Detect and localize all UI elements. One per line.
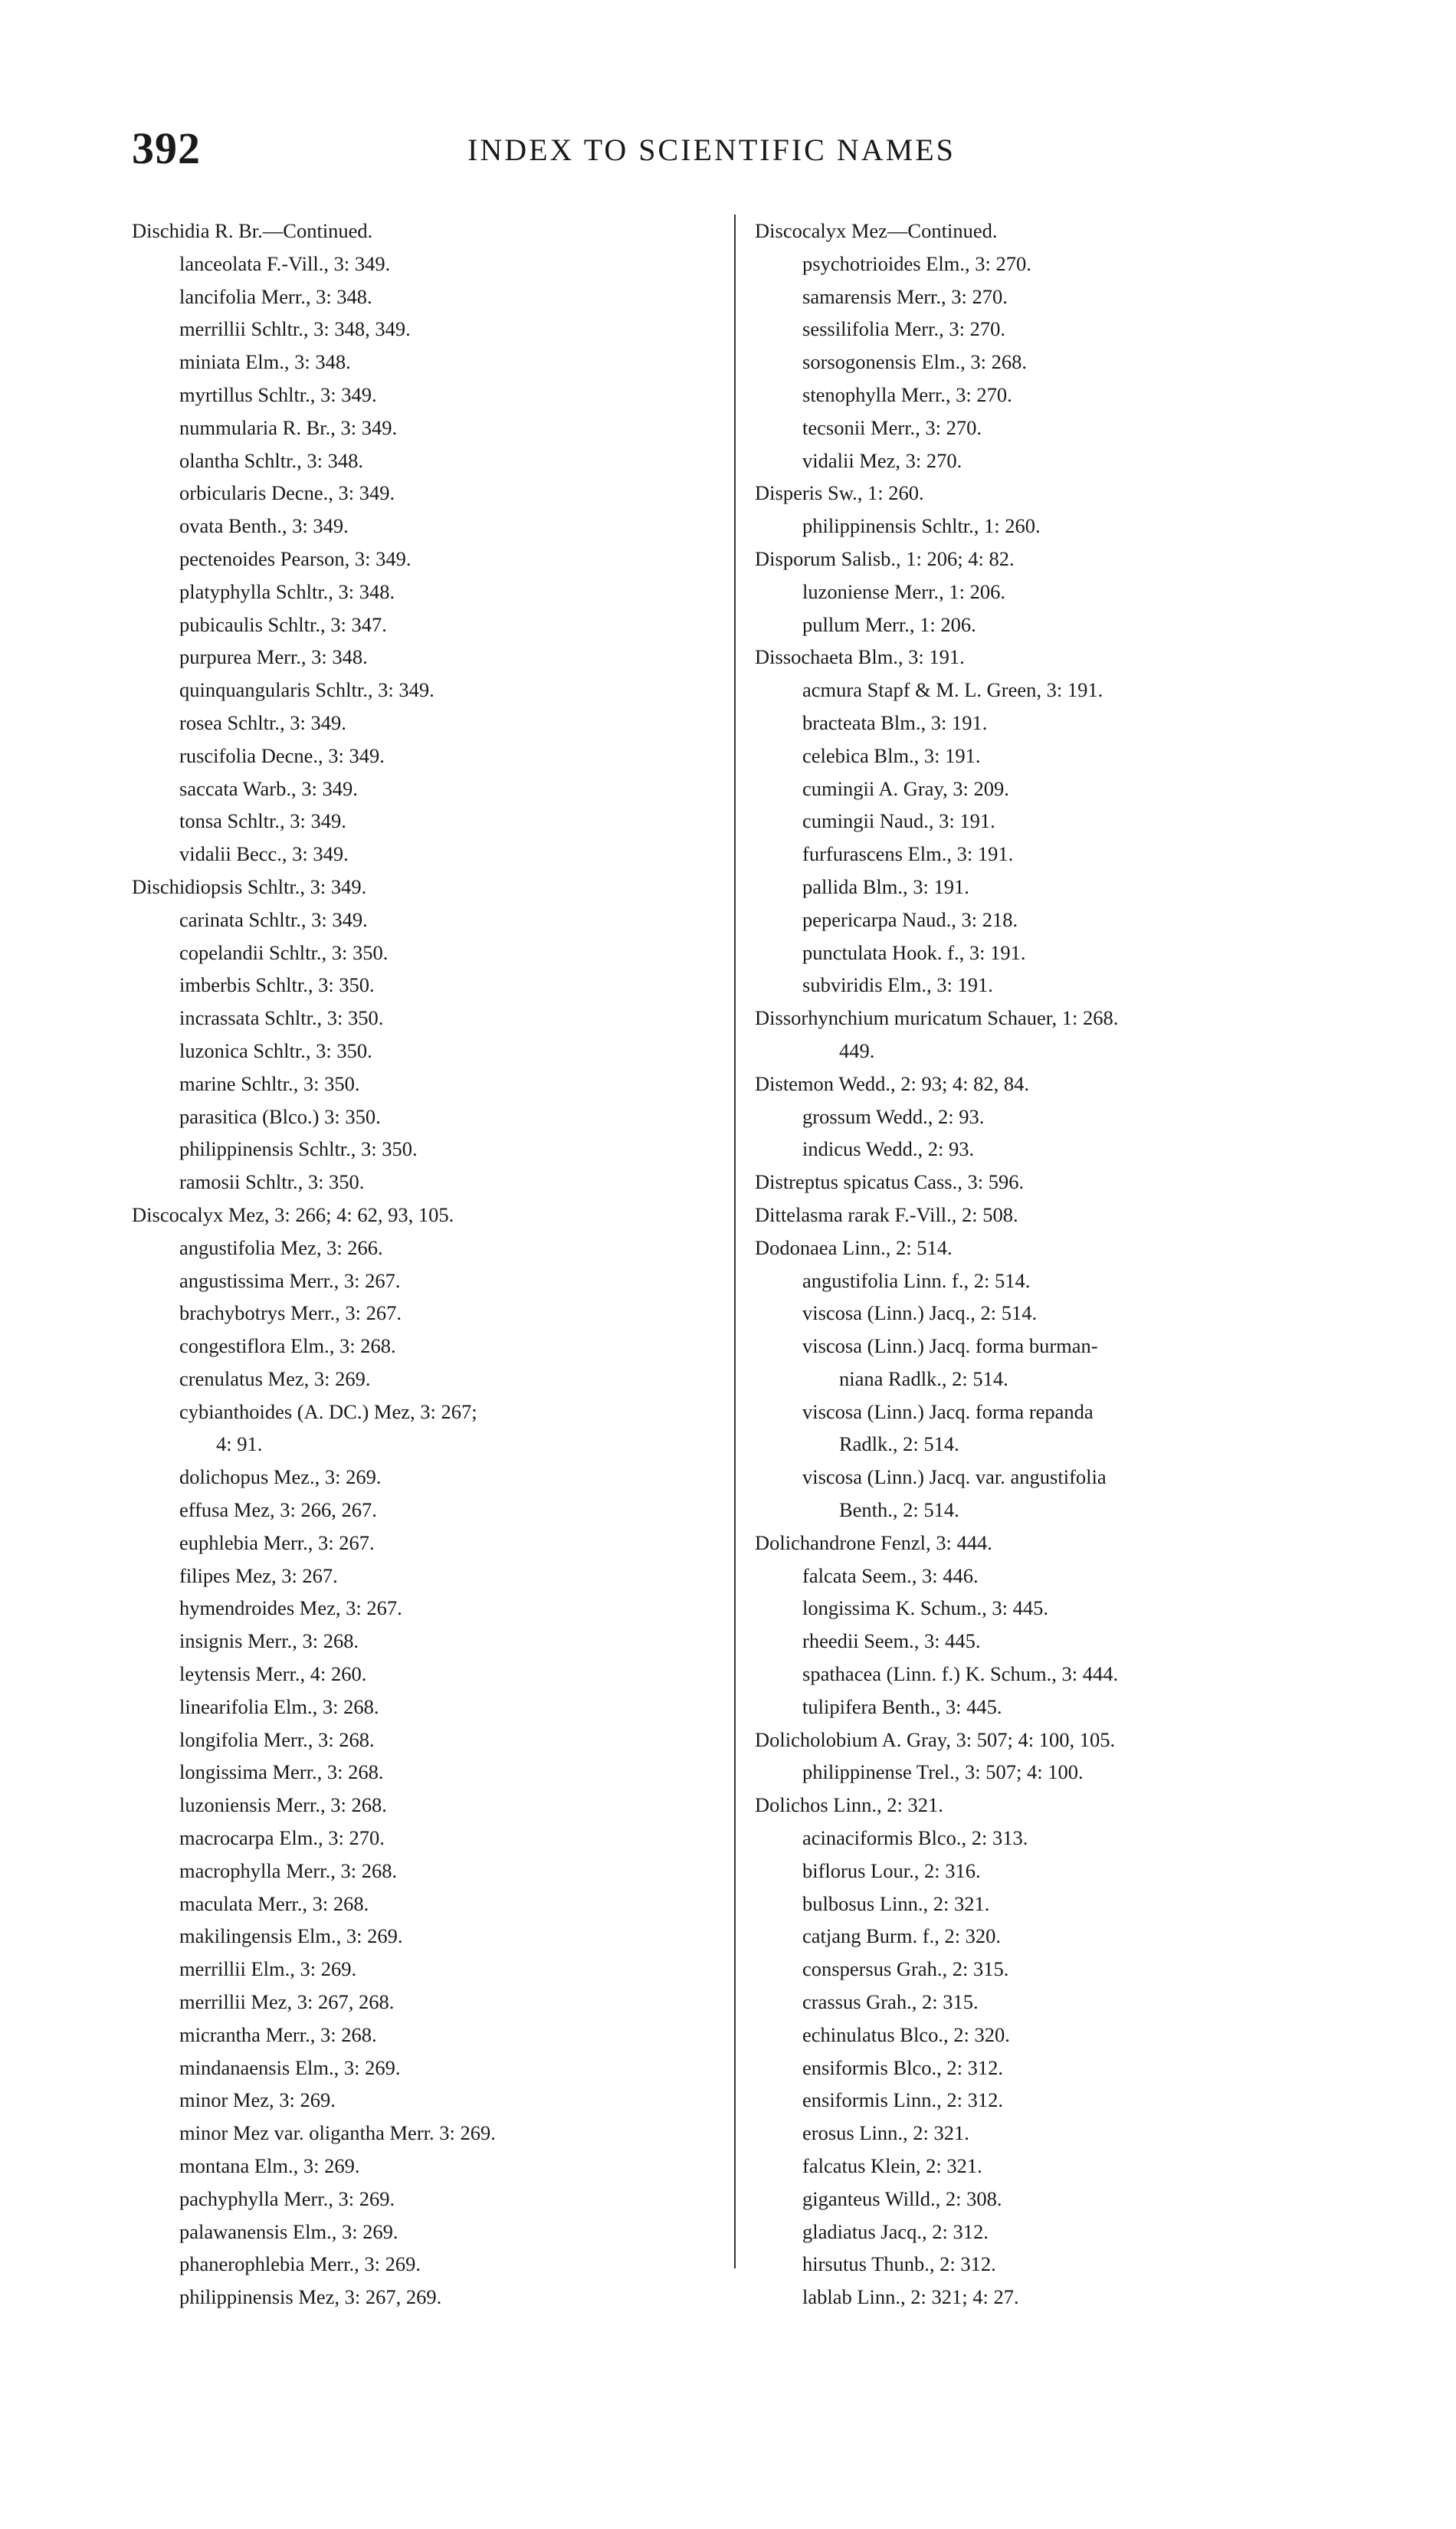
index-species-entry: saccata Warb., 3: 349.	[179, 776, 358, 800]
index-species-entry: Benth., 2: 514.	[839, 1498, 959, 1522]
index-species-entry: effusa Mez, 3: 266, 267.	[179, 1498, 377, 1522]
index-species-entry: longissima K. Schum., 3: 445.	[802, 1596, 1048, 1620]
index-species-entry: merrillii Mez, 3: 267, 268.	[179, 1990, 395, 2014]
index-species-entry: bracteata Blm., 3: 191.	[802, 710, 988, 734]
index-species-entry: nummularia R. Br., 3: 349.	[179, 415, 398, 439]
index-species-entry: viscosa (Linn.) Jacq. var. angustifolia	[802, 1465, 1107, 1489]
index-species-entry: miniata Elm., 3: 348.	[179, 350, 351, 374]
index-genus-entry: Dittelasma rarak F.-Vill., 2: 508.	[755, 1202, 1018, 1226]
index-species-entry: tonsa Schltr., 3: 349.	[179, 809, 346, 833]
index-species-entry: longissima Merr., 3: 268.	[179, 1760, 384, 1784]
index-species-entry: leytensis Merr., 4: 260.	[179, 1662, 367, 1686]
index-genus-entry: Disporum Salisb., 1: 206; 4: 82.	[755, 546, 1015, 570]
index-species-entry: lanceolata F.-Vill., 3: 349.	[179, 251, 391, 275]
index-species-entry: carinata Schltr., 3: 349.	[179, 907, 368, 931]
index-species-entry: conspersus Grah., 2: 315.	[802, 1957, 1009, 1981]
index-species-entry: congestiflora Elm., 3: 268.	[179, 1334, 396, 1358]
index-species-entry: philippinensis Schltr., 3: 350.	[179, 1137, 418, 1161]
index-species-entry: viscosa (Linn.) Jacq., 2: 514.	[802, 1301, 1038, 1325]
index-species-entry: acmura Stapf & M. L. Green, 3: 191.	[802, 678, 1103, 702]
index-species-entry: myrtillus Schltr., 3: 349.	[179, 382, 377, 406]
index-species-entry: indicus Wedd., 2: 93.	[802, 1137, 975, 1161]
column-divider	[734, 215, 736, 2268]
index-species-entry: stenophylla Merr., 3: 270.	[802, 382, 1012, 406]
index-species-entry: lancifolia Merr., 3: 348.	[179, 284, 372, 308]
index-species-entry: ramosii Schltr., 3: 350.	[179, 1170, 365, 1194]
index-species-entry: bulbosus Linn., 2: 321.	[802, 1891, 990, 1915]
index-species-entry: luzonica Schltr., 3: 350.	[179, 1038, 372, 1062]
index-species-entry: Radlk., 2: 514.	[839, 1432, 959, 1456]
index-species-entry: euphlebia Merr., 3: 267.	[179, 1530, 375, 1554]
index-species-entry: palawanensis Elm., 3: 269.	[179, 2219, 398, 2243]
index-species-entry: ensiformis Linn., 2: 312.	[802, 2088, 1004, 2112]
index-species-entry: makilingensis Elm., 3: 269.	[179, 1924, 403, 1948]
index-genus-entry: Dischidiopsis Schltr., 3: 349.	[132, 874, 367, 898]
index-species-entry: merrillii Elm., 3: 269.	[179, 1957, 357, 1981]
index-species-entry: cumingii Naud., 3: 191.	[802, 809, 995, 833]
index-species-entry: viscosa (Linn.) Jacq. forma burman-	[802, 1334, 1098, 1358]
index-species-entry: phanerophlebia Merr., 3: 269.	[179, 2252, 421, 2276]
index-species-entry: angustifolia Mez, 3: 266.	[179, 1235, 383, 1259]
index-species-entry: acinaciformis Blco., 2: 313.	[802, 1826, 1028, 1850]
index-species-entry: pepericarpa Naud., 3: 218.	[802, 907, 1018, 931]
index-species-entry: brachybotrys Merr., 3: 267.	[179, 1301, 402, 1325]
index-species-entry: 4: 91.	[216, 1432, 263, 1456]
index-species-entry: niana Radlk., 2: 514.	[839, 1366, 1008, 1390]
index-species-entry: samarensis Merr., 3: 270.	[802, 284, 1008, 308]
index-species-entry: dolichopus Mez., 3: 269.	[179, 1465, 382, 1489]
index-species-entry: gladiatus Jacq., 2: 312.	[802, 2219, 989, 2243]
index-species-entry: insignis Merr., 3: 268.	[179, 1629, 359, 1653]
index-species-entry: grossum Wedd., 2: 93.	[802, 1104, 985, 1128]
right-index-column	[755, 215, 1353, 2314]
index-species-entry: echinulatus Blco., 2: 320.	[802, 2022, 1010, 2046]
index-species-entry: copelandii Schltr., 3: 350.	[179, 940, 389, 964]
index-species-entry: 449.	[839, 1038, 875, 1062]
index-genus-entry: Discocalyx Mez, 3: 266; 4: 62, 93, 105.	[132, 1202, 454, 1226]
index-species-entry: tulipifera Benth., 3: 445.	[802, 1694, 1002, 1718]
index-species-entry: falcata Seem., 3: 446.	[802, 1563, 979, 1587]
index-species-entry: imberbis Schltr., 3: 350.	[179, 973, 375, 997]
index-species-entry: longifolia Merr., 3: 268.	[179, 1727, 375, 1751]
index-species-entry: platyphylla Schltr., 3: 348.	[179, 579, 395, 603]
index-species-entry: hymendroides Mez, 3: 267.	[179, 1596, 402, 1620]
index-species-entry: subviridis Elm., 3: 191.	[802, 973, 993, 997]
index-species-entry: sessilifolia Merr., 3: 270.	[802, 317, 1005, 341]
index-species-entry: pullum Merr., 1: 206.	[802, 612, 976, 636]
index-species-entry: catjang Burm. f., 2: 320.	[802, 1924, 1002, 1948]
index-species-entry: luzoniense Merr., 1: 206.	[802, 579, 1005, 603]
index-genus-entry: Dodonaea Linn., 2: 514.	[755, 1235, 953, 1259]
index-genus-entry: Dolichos Linn., 2: 321.	[755, 1793, 943, 1817]
index-genus-entry: Disperis Sw., 1: 260.	[755, 481, 924, 505]
page-number: 392	[132, 123, 201, 173]
index-species-entry: purpurea Merr., 3: 348.	[179, 645, 368, 669]
index-species-entry: ensiformis Blco., 2: 312.	[802, 2055, 1004, 2079]
index-genus-entry: Dischidia R. Br.—Continued.	[132, 219, 373, 242]
index-species-entry: lablab Linn., 2: 321; 4: 27.	[802, 2285, 1019, 2309]
index-species-entry: vidalii Mez, 3: 270.	[802, 448, 962, 472]
index-genus-entry: Dissorhynchium muricatum Schauer, 1: 268.	[755, 1006, 1119, 1030]
index-species-entry: sorsogonensis Elm., 3: 268.	[802, 350, 1027, 374]
index-species-entry: cybianthoides (A. DC.) Mez, 3: 267;	[179, 1399, 477, 1423]
index-species-entry: rheedii Seem., 3: 445.	[802, 1629, 981, 1653]
index-species-entry: pachyphylla Merr., 3: 269.	[179, 2186, 395, 2210]
index-genus-entry: Dolichandrone Fenzl, 3: 444.	[755, 1530, 992, 1554]
index-species-entry: minor Mez var. oligantha Merr. 3: 269.	[179, 2121, 496, 2145]
left-index-column	[132, 215, 730, 2314]
index-genus-entry: Distemon Wedd., 2: 93; 4: 82, 84.	[755, 1071, 1030, 1095]
index-species-entry: furfurascens Elm., 3: 191.	[802, 842, 1014, 866]
index-genus-entry: Dissochaeta Blm., 3: 191.	[755, 645, 965, 669]
index-species-entry: pubicaulis Schltr., 3: 347.	[179, 612, 387, 636]
index-species-entry: viscosa (Linn.) Jacq. forma repanda	[802, 1399, 1094, 1423]
index-species-entry: rosea Schltr., 3: 349.	[179, 710, 346, 734]
index-species-entry: pectenoides Pearson, 3: 349.	[179, 546, 412, 570]
index-species-entry: punctulata Hook. f., 3: 191.	[802, 940, 1026, 964]
index-species-entry: angustissima Merr., 3: 267.	[179, 1268, 401, 1292]
index-species-entry: philippinensis Mez, 3: 267, 269.	[179, 2285, 442, 2309]
index-species-entry: philippinense Trel., 3: 507; 4: 100.	[802, 1760, 1084, 1784]
index-species-entry: erosus Linn., 2: 321.	[802, 2121, 969, 2145]
index-species-entry: philippinensis Schltr., 1: 260.	[802, 514, 1041, 538]
index-species-entry: linearifolia Elm., 3: 268.	[179, 1694, 379, 1718]
index-species-entry: luzoniensis Merr., 3: 268.	[179, 1793, 387, 1817]
index-species-entry: spathacea (Linn. f.) K. Schum., 3: 444.	[802, 1662, 1119, 1686]
index-species-entry: incrassata Schltr., 3: 350.	[179, 1006, 384, 1030]
index-species-entry: macrocarpa Elm., 3: 270.	[179, 1826, 385, 1850]
index-species-entry: quinquangularis Schltr., 3: 349.	[179, 678, 435, 702]
index-species-entry: maculata Merr., 3: 268.	[179, 1891, 369, 1915]
index-species-entry: angustifolia Linn. f., 2: 514.	[802, 1268, 1031, 1292]
index-species-entry: parasitica (Blco.) 3: 350.	[179, 1104, 381, 1128]
index-species-entry: marine Schltr., 3: 350.	[179, 1071, 360, 1095]
index-species-entry: minor Mez, 3: 269.	[179, 2088, 336, 2112]
index-species-entry: psychotrioides Elm., 3: 270.	[802, 251, 1031, 275]
index-species-entry: orbicularis Decne., 3: 349.	[179, 481, 395, 505]
index-species-entry: merrillii Schltr., 3: 348, 349.	[179, 317, 411, 341]
page-title: INDEX TO SCIENTIFIC NAMES	[467, 133, 956, 167]
index-species-entry: biflorus Lour., 2: 316.	[802, 1858, 981, 1882]
index-genus-entry: Distreptus spicatus Cass., 3: 596.	[755, 1170, 1025, 1194]
index-species-entry: hirsutus Thunb., 2: 312.	[802, 2252, 996, 2276]
index-species-entry: macrophylla Merr., 3: 268.	[179, 1858, 398, 1882]
index-species-entry: falcatus Klein, 2: 321.	[802, 2154, 982, 2178]
index-species-entry: crassus Grah., 2: 315.	[802, 1990, 979, 2014]
index-species-entry: crenulatus Mez, 3: 269.	[179, 1366, 371, 1390]
index-species-entry: micrantha Merr., 3: 268.	[179, 2022, 377, 2046]
index-species-entry: montana Elm., 3: 269.	[179, 2154, 360, 2178]
index-species-entry: cumingii A. Gray, 3: 209.	[802, 776, 1009, 800]
index-genus-entry: Discocalyx Mez—Continued.	[755, 219, 998, 242]
index-species-entry: mindanaensis Elm., 3: 269.	[179, 2055, 401, 2079]
index-species-entry: ruscifolia Decne., 3: 349.	[179, 743, 385, 767]
index-species-entry: pallida Blm., 3: 191.	[802, 874, 969, 898]
index-species-entry: olantha Schltr., 3: 348.	[179, 448, 363, 472]
index-genus-entry: Dolicholobium A. Gray, 3: 507; 4: 100, 105.	[755, 1727, 1116, 1751]
index-species-entry: tecsonii Merr., 3: 270.	[802, 415, 982, 439]
index-species-entry: ovata Benth., 3: 349.	[179, 514, 349, 538]
index-species-entry: giganteus Willd., 2: 308.	[802, 2186, 1002, 2210]
index-species-entry: filipes Mez, 3: 267.	[179, 1563, 338, 1587]
index-species-entry: celebica Blm., 3: 191.	[802, 743, 981, 767]
index-species-entry: vidalii Becc., 3: 349.	[179, 842, 349, 866]
